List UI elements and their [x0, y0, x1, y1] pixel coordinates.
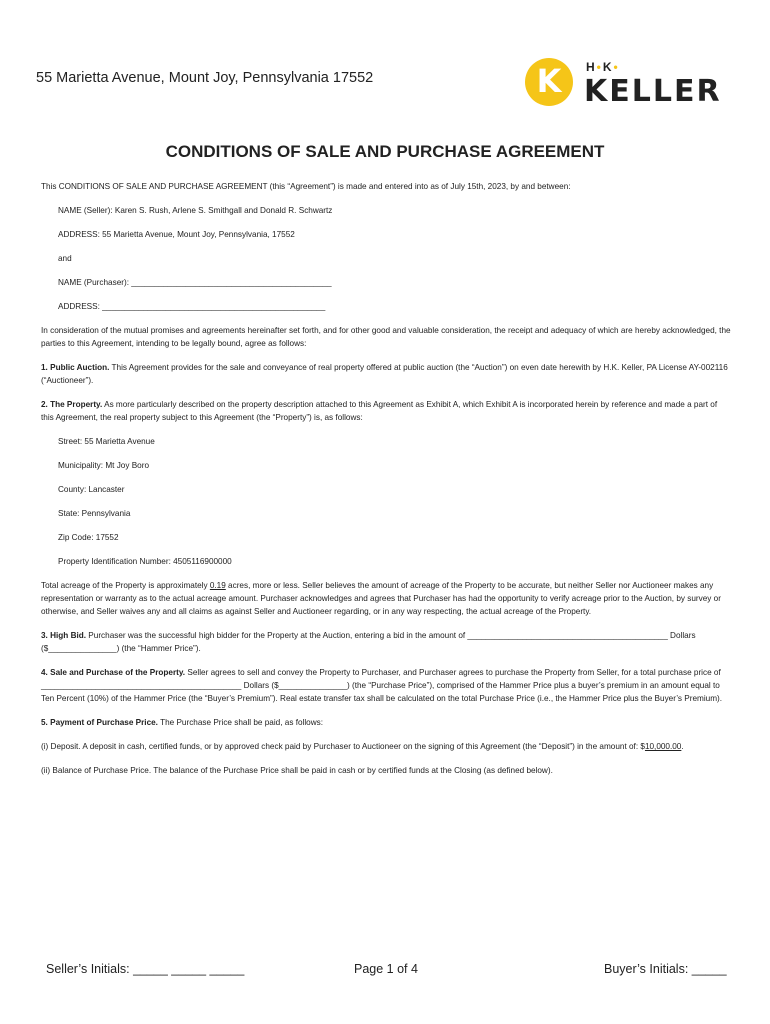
header-address: 55 Marietta Avenue, Mount Joy, Pennsylvania 17552	[36, 70, 374, 86]
section-high-bid: 3. High Bid. Purchaser was the successful high bidder for the Property at the Auction, entering a bid in the amount of ____________________________________________ Dollars ($_______________) (the “Hammer Price”).	[41, 631, 696, 653]
balance-paragraph: (ii) Balance of Purchase Price. The balance of the Purchase Price shall be paid in cash or by certified funds at the Closing (as defined below).	[41, 766, 553, 775]
property-county: County: Lancaster	[58, 485, 125, 494]
document-body	[41, 180, 731, 788]
logo-hk-text: H•K•	[586, 60, 620, 74]
acreage-paragraph: Total acreage of the Property is approximately 0.19 acres, more or less. Seller believes the amount of acreage of the Property to be accurate, but neither Seller nor Auctioneer makes any representation or warranty as to the actual acreage amount. Purchaser acknowledges and agrees that Purchaser has had the opportunity to verify acreage prior to the Auction, by survey or otherwise, and Seller waives any and all claims as against Seller and Auctioneer regarding, or in any way respecting, the actual acreage of the Property.	[41, 581, 721, 616]
property-street: Street: 55 Marietta Avenue	[58, 437, 155, 446]
document-title: CONDITIONS OF SALE AND PURCHASE AGREEMENT	[165, 142, 605, 161]
logo-mark: K	[536, 62, 562, 100]
seller-initials: Seller’s Initials: _____ _____ _____	[46, 962, 245, 976]
purchaser-address: ADDRESS: _________________________________________________	[58, 302, 326, 311]
logo-keller-text: KELLER	[584, 74, 722, 109]
property-municipality: Municipality: Mt Joy Boro	[58, 461, 150, 470]
section-heading: 1. Public Auction.	[41, 363, 110, 372]
deposit-paragraph: (i) Deposit. A deposit in cash, certified funds, or by approved check paid by Purchaser to Auctioneer on the signing of this Agreement (the “Deposit”) in the amount of: $10,000.00.	[41, 742, 684, 751]
section-sale-purchase: 4. Sale and Purchase of the Property. Seller agrees to sell and convey the Property to Purchaser, and Purchaser agrees to purchase the Property from Seller, for a total purchase price of ____________________________________________ Dollars ($_______________) (the “Purchase Price”), comprised of the Hammer Price plus a buyer’s premium in an amount equal to Ten Percent (10%) of the Hammer Price (the “Buyer’s Premium”). Real estate transfer tax shall be calculated on the total Purchase Price (i.e., the Hammer Price plus the Buyer’s Premium).	[41, 668, 723, 703]
property-zip: Zip Code: 17552	[58, 533, 119, 542]
buyer-initials: Buyer’s Initials: _____	[604, 962, 727, 976]
and-text: and	[58, 254, 72, 263]
consideration-paragraph: In consideration of the mutual promises and agreements hereinafter set forth, and for other good and valuable consideration, the receipt and adequacy of which are hereby acknowledged, the parties to this Agreement, intending to be legally bound, agree as follows:	[41, 326, 731, 348]
section-property: 2. The Property. As more particularly described on the property description attached to this Agreement as Exhibit A, which Exhibit A is incorporated herein by reference and made a part of this Agreement, the real property subject to this Agreement (the “Property”) is, as follows:	[41, 400, 718, 422]
hk-keller-logo	[525, 58, 740, 110]
seller-address: ADDRESS: 55 Marietta Avenue, Mount Joy, Pennsylvania, 17552	[58, 230, 295, 239]
section-heading: 5. Payment of Purchase Price.	[41, 718, 158, 727]
deposit-amount: 10,000.00	[644, 742, 682, 751]
page-number: Page 1 of 4	[354, 962, 418, 976]
seller-name: NAME (Seller): Karen S. Rush, Arlene S. Smithgall and Donald R. Schwartz	[58, 206, 333, 215]
property-state: State: Pennsylvania	[58, 509, 131, 518]
section-payment: 5. Payment of Purchase Price. The Purchase Price shall be paid, as follows:	[41, 718, 324, 727]
logo-k-circle-icon	[525, 58, 573, 106]
section-heading: 2. The Property.	[41, 400, 103, 409]
intro-paragraph: This CONDITIONS OF SALE AND PURCHASE AGREEMENT (this “Agreement”) is made and entered into as of July 15th, 2023, by and between:	[41, 182, 571, 191]
section-heading: 3. High Bid.	[41, 631, 87, 640]
purchaser-name: NAME (Purchaser): ____________________________________________	[58, 278, 332, 287]
section-public-auction: 1. Public Auction. This Agreement provides for the sale and conveyance of real property offered at public auction (the “Auction”) on even date herewith by H.K. Keller, PA License AY-002116 (“Auctioneer”).	[41, 363, 728, 385]
section-heading: 4. Sale and Purchase of the Property.	[41, 668, 186, 677]
property-id-number: Property Identification Number: 4505116900000	[58, 557, 232, 566]
acreage-value: 0.19	[209, 581, 226, 590]
